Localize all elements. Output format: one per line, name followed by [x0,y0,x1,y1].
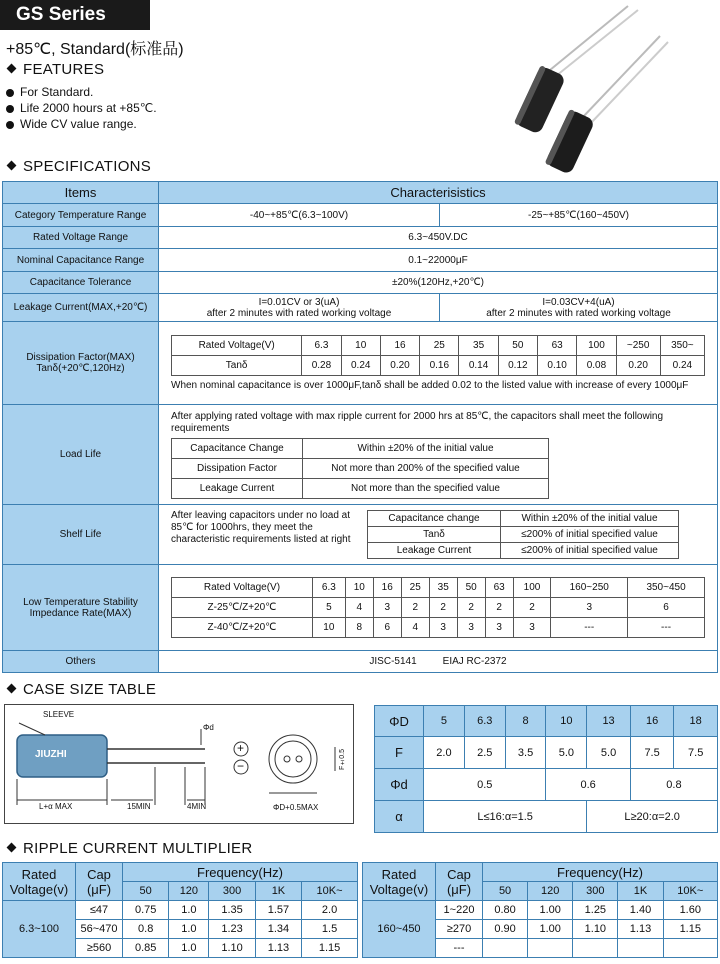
specifications-heading [4,158,151,175]
series-title: GS Series [0,0,150,30]
freq-header: 300 [209,882,255,901]
case-size-title: CASE SIZE TABLE [23,681,157,698]
cell: 2 [457,598,485,618]
cell: 1.40 [618,901,663,920]
diameter-label: ΦD+0.5MAX [273,803,319,812]
cell: 1.34 [255,920,301,939]
case-size-heading [4,681,156,698]
cell: -40~+85℃(6.3~100V) [159,204,440,227]
specifications-table [2,181,718,673]
lead-15min-label: 15MIN [127,802,151,811]
cell: 0.24 [660,355,704,375]
cell: Leakage Current [172,478,303,498]
length-label: L+α MAX [39,802,73,811]
table-row [368,511,679,527]
row-label: Leakage Current(MAX,+20℃) [3,294,159,322]
bullet-icon [6,121,14,129]
freq-header: 50 [123,882,169,901]
cell: 5.0 [587,737,631,769]
cell: 56~470 [76,920,123,939]
row-label: Φd [375,769,424,801]
cell: 10 [345,578,373,598]
header-frequency: Frequency(Hz) [483,863,718,882]
cell: 1.00 [528,920,573,939]
cell: ±20%(120Hz,+20℃) [159,272,718,294]
cell [618,939,663,958]
table-row [172,335,705,355]
cell: 1.0 [169,939,209,958]
freq-header: 10K~ [302,882,358,901]
cell: 1.25 [573,901,618,920]
cell [159,565,718,651]
cell: 25 [420,335,459,355]
row-label: Shelf Life [3,505,159,565]
case-drawing [4,704,354,824]
cell: After applying rated voltage with max ripple current for 2000 hrs at 85℃, the capacitors shall meet the following requirements Capacitance Change Within ±20% of the initial value Dissipation Factor Not more than 200% of the specified value Leakage Current Not more than the specified value [159,405,718,505]
feature-item: Wide CV value range. [6,117,137,131]
freq-header: 1K [618,882,663,901]
cell: 100 [513,578,551,598]
diamond-icon [7,684,17,694]
df-table [171,335,705,376]
cell [528,939,573,958]
cell: ≤200% of initial specified value [501,543,679,559]
cell: 2 [513,598,551,618]
row-label: Others [3,651,159,673]
table-row [172,458,549,478]
table-row [368,527,679,543]
cell: 16 [373,578,401,598]
table-row [363,901,718,920]
cell: 2.0 [424,737,465,769]
cell: 18 [674,706,718,737]
cell: Within ±20% of the initial value [501,511,679,527]
cell: Not more than 200% of the specified value [303,458,549,478]
cell: 5.0 [546,737,587,769]
cell: 0.75 [123,901,169,920]
cell: ~250 [616,335,660,355]
cell: 4 [345,598,373,618]
specifications-title: SPECIFICATIONS [23,158,152,175]
cell [663,939,717,958]
cell: 3 [551,598,628,618]
cell: 1.5 [302,920,358,939]
freq-header: 300 [573,882,618,901]
cell: 1.13 [255,939,301,958]
row-label: Rated Voltage Range [3,227,159,249]
cell: Rated Voltage(V) [172,335,302,355]
cell: 6 [373,618,401,638]
cell: 0.8 [630,769,717,801]
plus-sign: + [237,741,245,755]
cell: 4 [401,618,429,638]
ripple-title: RIPPLE CURRENT MULTIPLIER [23,840,253,857]
features-heading [4,61,104,78]
voltage-cell: 6.3~100 [3,901,76,958]
cell: 0.20 [380,355,419,375]
freq-header: 120 [169,882,209,901]
header-rated: Rated Voltage(v) [363,863,436,901]
cell: 350~450 [628,578,705,598]
table-row [363,863,718,882]
cell: After leaving capacitors under no load at 85℃ for 1000hrs, they meet the characteristic requirements listed at right Capacitance change Within ±20% of the initial value Tanδ ≤200% of initial specified value Leakage Current ≤200% of initial specified value [159,505,718,565]
lead-4min-label: 4MIN [187,802,207,811]
cell: Z-25℃/Z+20℃ [172,598,313,618]
cell: ≥560 [76,939,123,958]
cell: 0.90 [483,920,528,939]
cell: 0.14 [459,355,498,375]
load-table [171,438,549,499]
cell: 6.3 [312,578,345,598]
cell: Z-40℃/Z+20℃ [172,618,313,638]
cell: 0.85 [123,939,169,958]
cell: 10 [546,706,587,737]
feature-item: Life 2000 hours at +85℃. [6,101,157,115]
case-size-table [374,705,718,833]
cell: 1~220 [436,901,483,920]
capacitor-photo [500,0,680,175]
row-label: F [375,737,424,769]
cell: 25 [401,578,429,598]
cell: 2 [401,598,429,618]
cell: 3 [457,618,485,638]
cell: 2.5 [464,737,505,769]
cell: 0.80 [483,901,528,920]
freq-header: 10K~ [663,882,717,901]
cell: 0.08 [577,355,616,375]
table-row [172,355,705,375]
cell: 160~250 [551,578,628,598]
cell: 6 [628,598,705,618]
row-label: Nominal Capacitance Range [3,249,159,272]
cell: Within ±20% of the initial value [303,438,549,458]
cell: 2.0 [302,901,358,920]
low-temp-table [171,577,705,638]
cell: Dissipation Factor [172,458,303,478]
bullet-icon [6,105,14,113]
row-label: Low Temperature Stability Impedance Rate(MAX) [3,565,159,651]
cell: 7.5 [630,737,674,769]
cell: 3 [513,618,551,638]
cell: 3 [429,618,457,638]
cell: 1.00 [528,901,573,920]
freq-header: 120 [528,882,573,901]
cell: 2 [429,598,457,618]
cell: 1.15 [663,920,717,939]
table-row [172,438,549,458]
cell: 50 [498,335,537,355]
cell: 0.16 [420,355,459,375]
cell: Leakage Current [368,543,501,559]
cell: -25~+85℃(160~450V) [440,204,718,227]
sleeve-label: SLEEVE [43,710,75,719]
lead-diameter-label: Φd [203,723,214,732]
col-characteristics: Characterisistics [159,182,718,204]
header-rated: Rated Voltage(v) [3,863,76,901]
cell: 3.5 [505,737,546,769]
row-label: Category Temperature Range [3,204,159,227]
cell: Capacitance change [368,511,501,527]
cell: 3 [373,598,401,618]
cell: 16 [630,706,674,737]
cell: 0.20 [616,355,660,375]
diamond-icon [7,64,17,74]
table-row [172,578,705,598]
features-title: FEATURES [23,61,105,78]
cell: L≤16:α=1.5 [424,801,587,833]
cell: 0.6 [546,769,630,801]
cell: 13 [587,706,631,737]
freq-header: 50 [483,882,528,901]
cell: --- [436,939,483,958]
cell [483,939,528,958]
cell: 1.0 [169,901,209,920]
cell: L≥20:α=2.0 [587,801,718,833]
cell: 63 [538,335,577,355]
cell: JISC-5141 EIAJ RC-2372 [159,651,718,673]
row-label: Load Life [3,405,159,505]
row-label: α [375,801,424,833]
cell: 35 [429,578,457,598]
col-items: Items [3,182,159,204]
cell: Tanδ [368,527,501,543]
cell: 16 [380,335,419,355]
cell: 6.3~450V.DC [159,227,718,249]
cell: 50 [457,578,485,598]
voltage-cell: 160~450 [363,901,436,958]
table-row [172,618,705,638]
header-cap: Cap (μF) [436,863,483,901]
cell: 0.1~22000μF [159,249,718,272]
ripple-table-low [2,862,358,958]
cell: 8 [345,618,373,638]
cell: 0.28 [302,355,341,375]
row-label: Dissipation Factor(MAX) Tanδ(+20℃,120Hz) [3,322,159,405]
table-row [172,598,705,618]
brand-label: JIUZHI [35,749,67,760]
cell: Tanδ [172,355,302,375]
cell: 5 [312,598,345,618]
cell: Rated Voltage(V) 6.3 10 16 25 35 50 63 100 ~250 350~ Tanδ 0.28 0.24 0.20 0.16 0.14 0.12 0.10 0.08 0.20 0.24 When nominal capacitance is over 1000μF,tanδ shall be added 0.02 to the listed value with increase of every 1000μF [159,322,718,405]
cell: I=0.03CV+4(uA) after 2 minutes with rated working voltage [440,294,718,322]
cell: 0.12 [498,355,537,375]
cell: 1.60 [663,901,717,920]
cell: 63 [485,578,513,598]
table-row [3,901,358,920]
cell: 1.15 [302,939,358,958]
cell: 1.0 [169,920,209,939]
cell: 3 [485,618,513,638]
cell: 1.10 [573,920,618,939]
cell: 7.5 [674,737,718,769]
table-row [368,543,679,559]
header-frequency: Frequency(Hz) [123,863,358,882]
cell: --- [628,618,705,638]
cell: 1.13 [618,920,663,939]
cell: --- [551,618,628,638]
ripple-table-high [362,862,718,958]
cell: 0.5 [424,769,546,801]
cell: I=0.01CV or 3(uA) after 2 minutes with rated working voltage [159,294,440,322]
ripple-heading [4,840,253,857]
table-row [172,478,549,498]
cell: 350~ [660,335,704,355]
diamond-icon [7,161,17,171]
row-label: ΦD [375,706,424,737]
header-cap: Cap (μF) [76,863,123,901]
cell: Rated Voltage(V) [172,578,313,598]
feature-item: For Standard. [6,85,93,99]
cell: 1.23 [209,920,255,939]
minus-sign: − [237,759,245,773]
cell: Not more than the specified value [303,478,549,498]
cell: 6.3 [464,706,505,737]
cell: 6.3 [302,335,341,355]
cell: ≤47 [76,901,123,920]
cell: 2 [485,598,513,618]
cell: 1.10 [209,939,255,958]
row-label: Capacitance Tolerance [3,272,159,294]
cell: Capacitance Change [172,438,303,458]
cell: 1.57 [255,901,301,920]
cell [573,939,618,958]
shelf-table [367,510,679,559]
cell: 8 [505,706,546,737]
freq-header: 1K [255,882,301,901]
table-row [3,863,358,882]
cell: 10 [341,335,380,355]
series-subtitle: +85℃, Standard(标准品) [6,41,184,58]
bullet-icon [6,89,14,97]
cell: 10 [312,618,345,638]
cell: 0.10 [538,355,577,375]
cell: 5 [424,706,465,737]
cell: 0.24 [341,355,380,375]
cell: ≤200% of initial specified value [501,527,679,543]
cell: 1.35 [209,901,255,920]
diamond-icon [7,843,17,853]
cell: ≥270 [436,920,483,939]
pitch-label: F±0.5 [339,749,346,771]
cell: 100 [577,335,616,355]
cell: 0.8 [123,920,169,939]
cell: 35 [459,335,498,355]
